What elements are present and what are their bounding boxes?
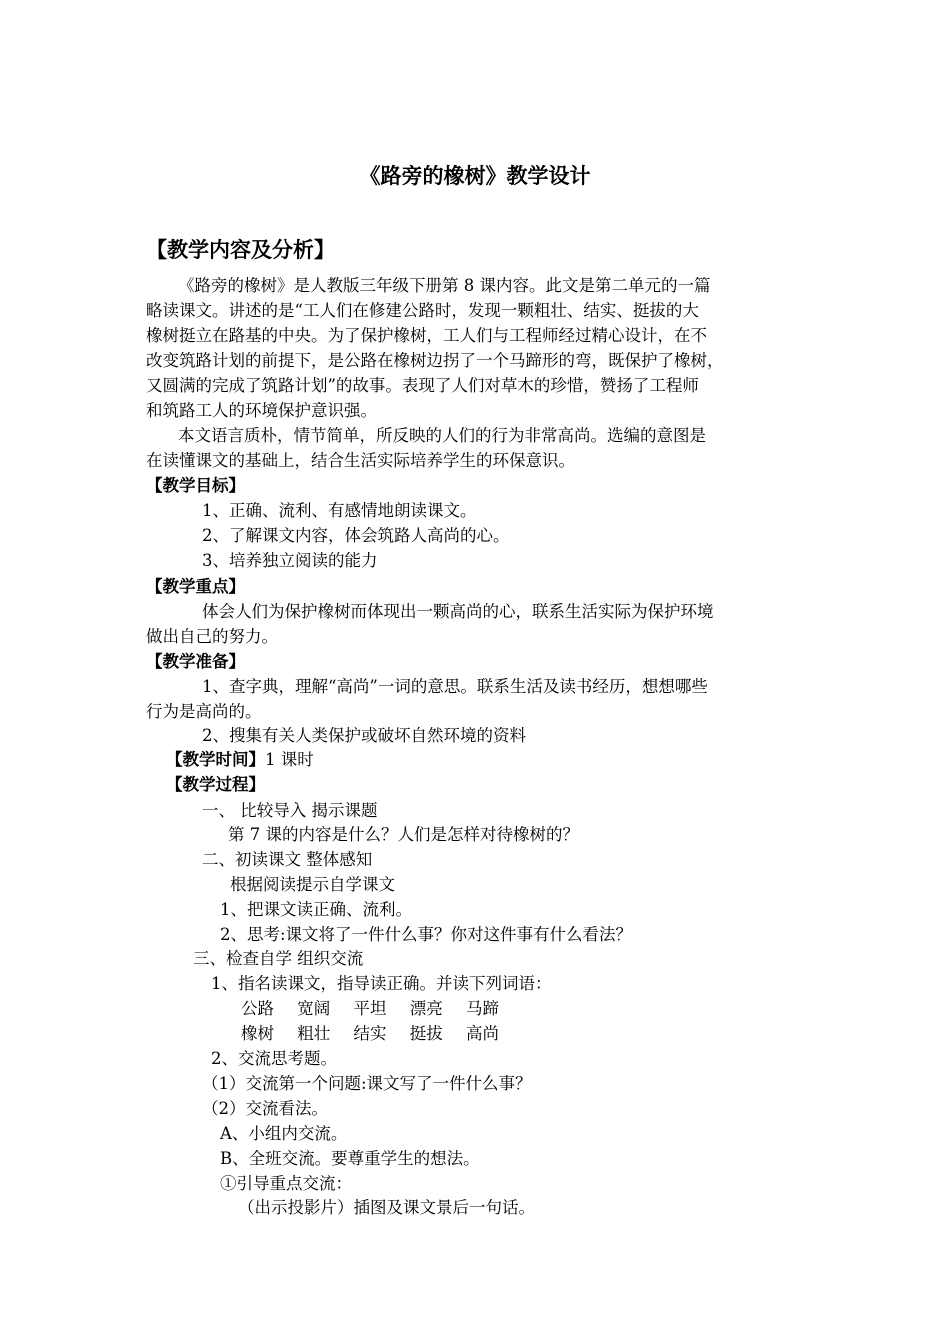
process-item: 1、把课文读正确、流利。 [220, 900, 412, 919]
focus-line: 体会人们为保护橡树而体现出一颗高尚的心，联系生活实际为保护环境 [202, 602, 714, 621]
time-heading: 【教学时间】 [166, 750, 265, 769]
vocabulary-word: 马蹄 [466, 999, 499, 1018]
process-item: （2）交流看法。 [202, 1099, 328, 1118]
goal-item: 3、培养独立阅读的能力 [202, 551, 378, 570]
goal-item: 1、正确、流利、有感情地朗读课文。 [202, 501, 477, 520]
analysis-line: 改变筑路计划的前提下，是公路在橡树边拐了一个马蹄形的弯，既保护了橡树， [146, 351, 724, 370]
vocabulary-word: 粗壮 [297, 1024, 331, 1043]
process-text: 根据阅读提示自学课文 [230, 875, 395, 894]
vocabulary-row [241, 997, 517, 1021]
vocabulary-word: 平坦 [353, 999, 387, 1018]
process-item: ①引导重点交流： [220, 1174, 352, 1193]
process-section-title: 一、 比较导入 揭示课题 [202, 801, 378, 820]
vocabulary-word: 挺拔 [409, 1024, 443, 1043]
process-item: A、小组内交流。 [220, 1124, 348, 1143]
process-item: 1、指名读课文，指导读正确。并读下列词语： [211, 974, 552, 993]
vocabulary-word: 公路 [241, 999, 274, 1018]
document-title: 《路旁的橡树》教学设计 [359, 164, 591, 188]
analysis-line: 又圆满的完成了筑路计划”的故事。表现了人们对草木的珍惜，赞扬了工程师 [146, 376, 699, 395]
analysis-line: 《路旁的橡树》是人教版三年级下册第 8 课内容。此文是第二单元的一篇 [178, 276, 711, 295]
vocabulary-word: 漂亮 [409, 999, 443, 1018]
prep-heading: 【教学准备】 [146, 652, 245, 671]
vocabulary-word: 宽阔 [297, 999, 331, 1018]
goal-item: 2、了解课文内容，体会筑路人高尚的心。 [202, 526, 510, 545]
process-item: （1）交流第一个问题:课文写了一件什么事？ [202, 1074, 532, 1093]
analysis-line: 略读课文。讲述的是“工人们在修建公路时，发现一颗粗壮、结实、挺拔的大 [146, 301, 699, 320]
time-row [166, 748, 314, 772]
time-value: 1 课时 [265, 750, 314, 769]
process-heading: 【教学过程】 [166, 775, 265, 794]
process-item: B、全班交流。要尊重学生的想法。 [220, 1149, 480, 1168]
process-item: 2、思考:课文将了一件什么事？你对这件事有什么看法？ [220, 925, 633, 944]
goals-heading: 【教学目标】 [146, 476, 245, 495]
process-section-title: 三、检查自学 组织交流 [193, 949, 364, 968]
vocabulary-word: 橡树 [241, 1024, 274, 1043]
analysis-line: 橡树挺立在路基的中央。为了保护橡树，工人们与工程师经过精心设计，在不 [146, 326, 707, 345]
process-item: （出示投影片）插图及课文景后一句话。 [238, 1198, 535, 1217]
vocabulary-row [241, 1022, 517, 1046]
process-section-title: 二、初读课文 整体感知 [202, 850, 373, 869]
process-text: 第 7 课的内容是什么？人们是怎样对待橡树的？ [228, 825, 579, 844]
focus-line: 做出自己的努力。 [146, 627, 278, 646]
process-item: 2、交流思考题。 [211, 1049, 337, 1068]
prep-line: 1、查字典，理解“高尚”一词的意思。联系生活及读书经历，想想哪些 [202, 677, 708, 696]
prep-line: 行为是高尚的。 [146, 702, 262, 721]
vocabulary-word: 结实 [353, 1024, 387, 1043]
focus-heading: 【教学重点】 [146, 577, 245, 596]
analysis-line: 和筑路工人的环境保护意识强。 [146, 401, 377, 420]
prep-line: 2、搜集有关人类保护或破坏自然环境的资料 [202, 726, 526, 745]
vocabulary-word: 高尚 [466, 1024, 499, 1043]
analysis-line: 在读懂课文的基础上，结合生活实际培养学生的环保意识。 [146, 451, 575, 470]
analysis-heading: 【教学内容及分析】 [146, 238, 335, 262]
analysis-line: 本文语言质朴，情节简单，所反映的人们的行为非常高尚。选编的意图是 [178, 426, 706, 445]
